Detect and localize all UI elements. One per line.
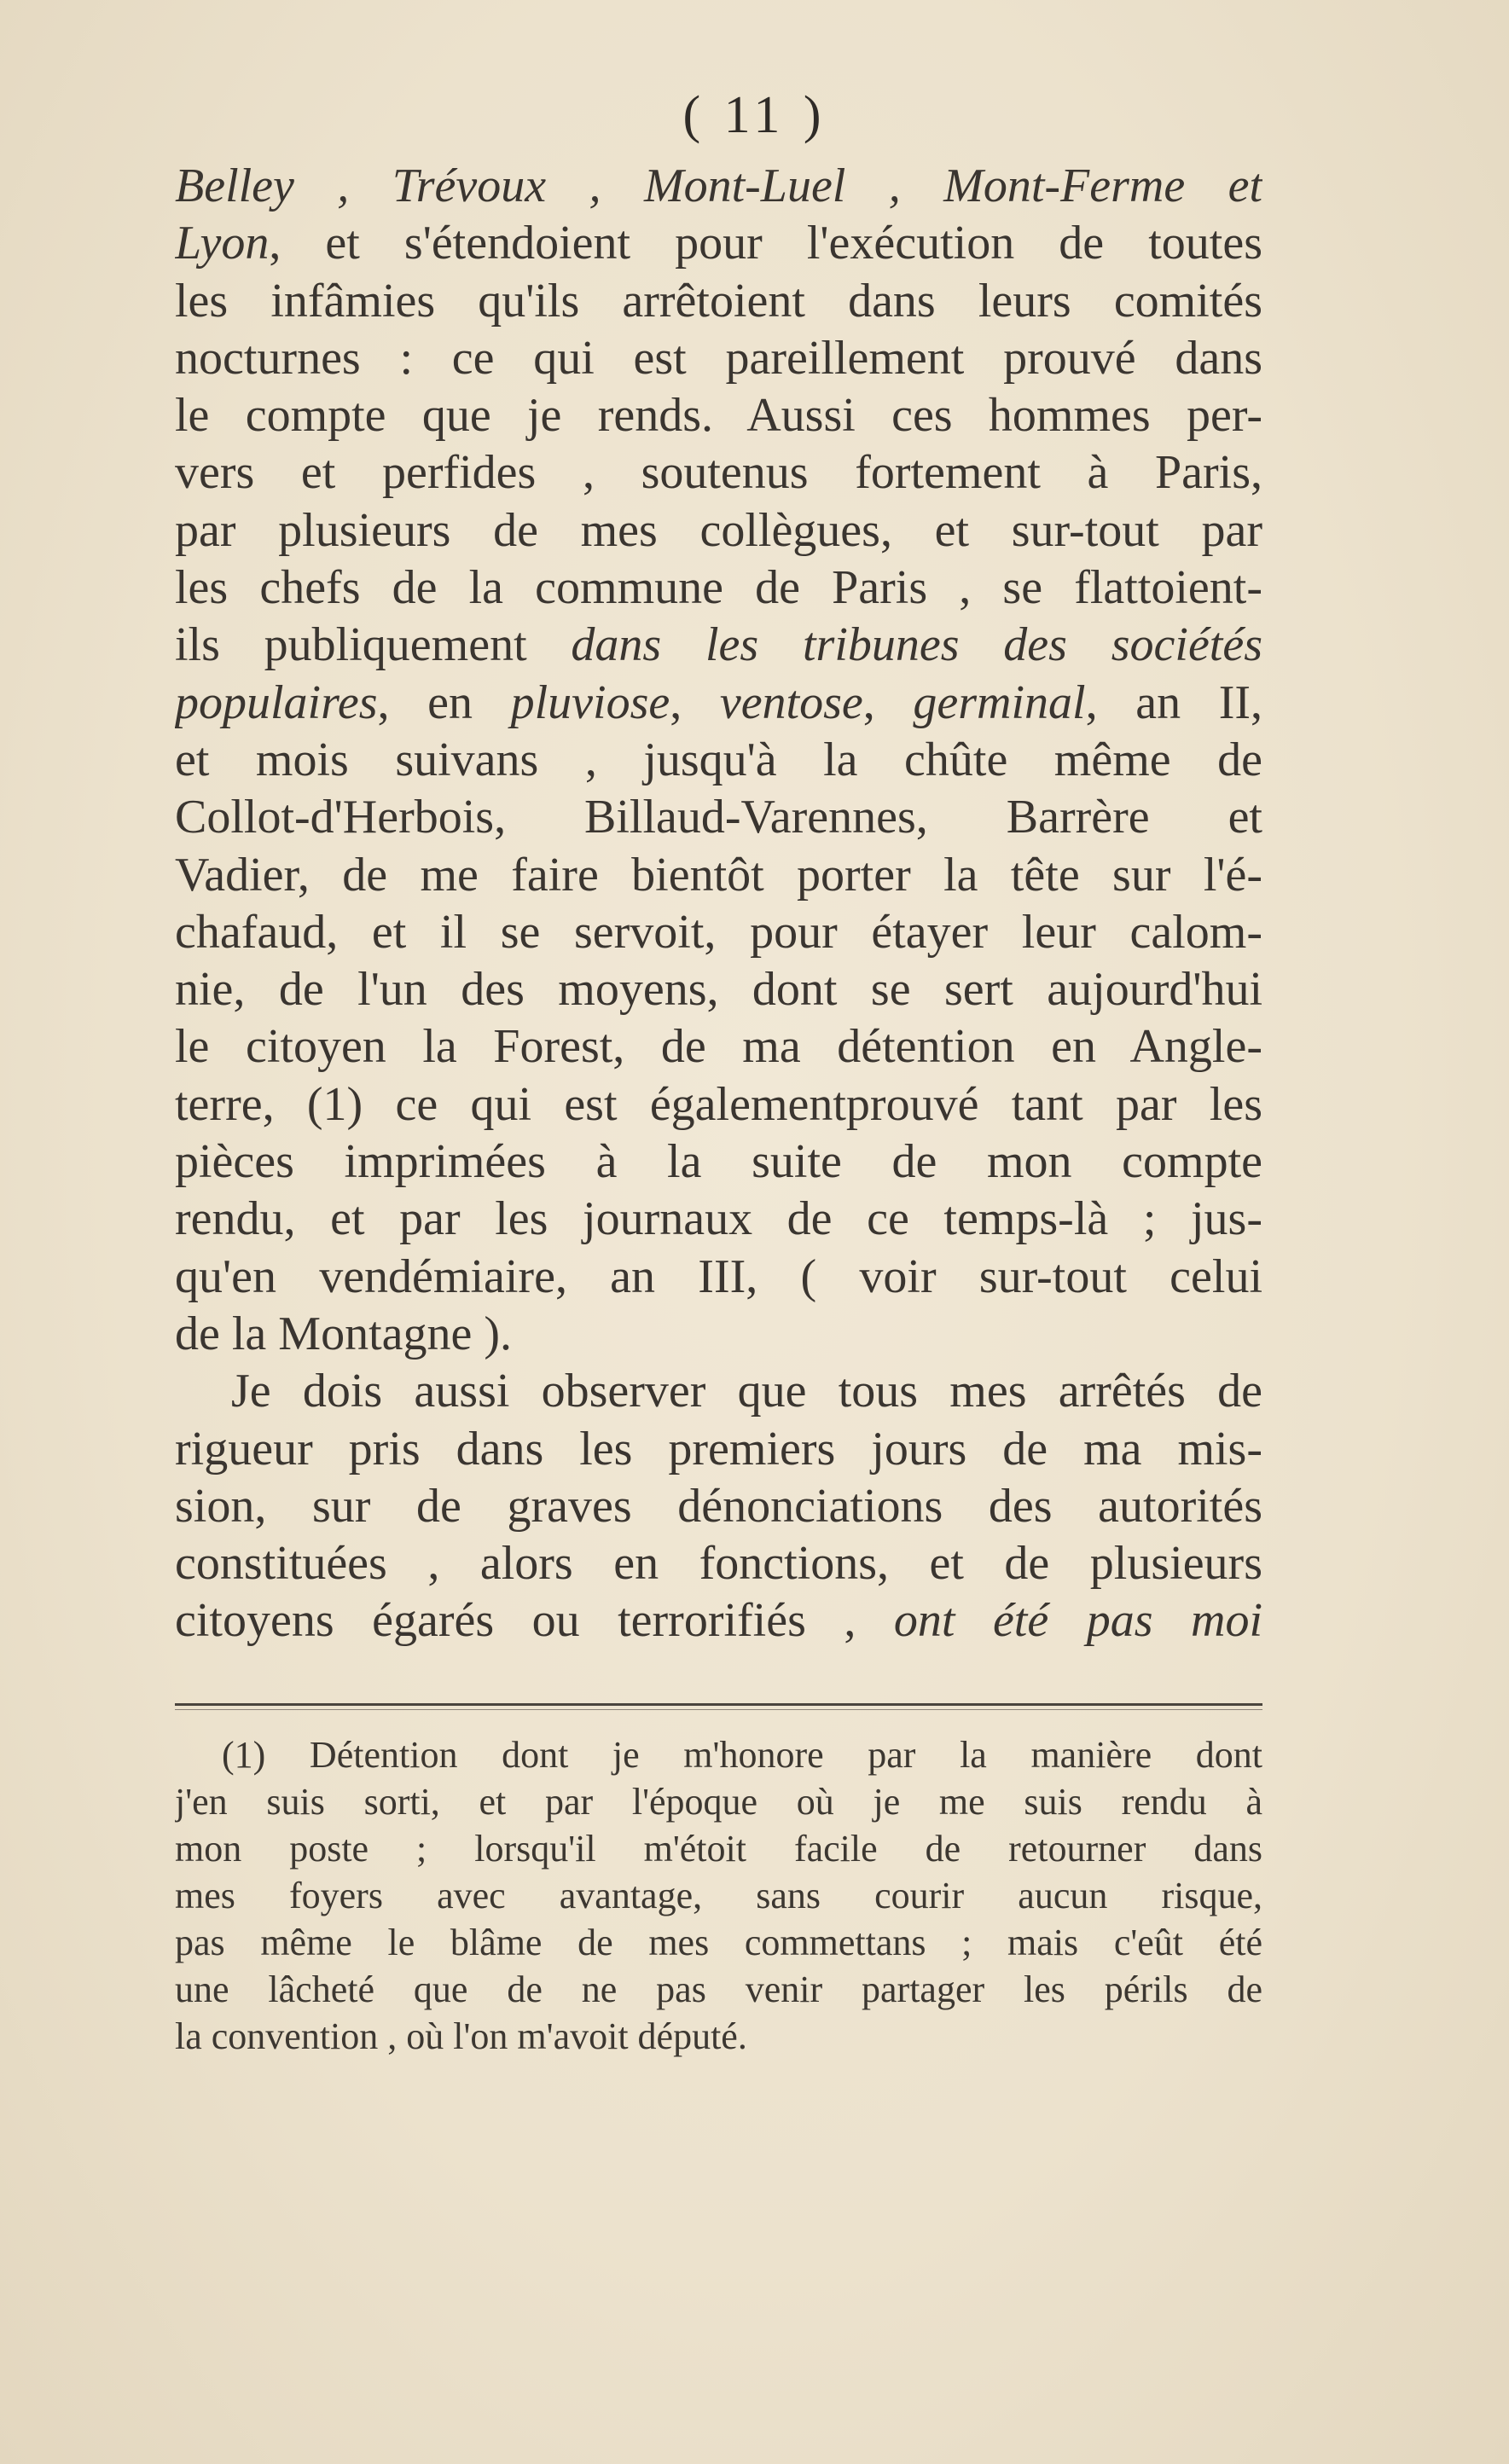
text-segment: qu'en vendémiaire, an III, ( voir sur-tout celui (175, 1249, 1262, 1303)
footnote-line: (1) Détention dont je m'honore par la manière dont (222, 1734, 1262, 1776)
text-line (175, 617, 1262, 674)
text-line (175, 1592, 1262, 1649)
text-line (175, 961, 1262, 1018)
text-line (175, 847, 1262, 904)
text-line (175, 330, 1262, 387)
text-segment: , en (377, 675, 511, 729)
text-segment: les chefs de la commune de Paris , se flattoient- (175, 561, 1262, 615)
italic-segment: pluviose (510, 675, 670, 729)
text-line (175, 1421, 1262, 1478)
text-segment: , et s'étendoient pour l'exécution de toutes (269, 217, 1262, 270)
italic-segment: Belley , Trévoux , Mont-Luel , Mont-Ferme et (175, 159, 1262, 212)
text-line (175, 444, 1262, 501)
text-segment: le compte que je rends. Aussi ces hommes per- (175, 389, 1262, 443)
footnote-line: une lâcheté que de ne pas venir partager les périls de (175, 1968, 1262, 2010)
text-line (175, 1076, 1262, 1133)
text-line (175, 1249, 1262, 1306)
italic-segment: ont été pas moi (893, 1594, 1262, 1648)
text-line (175, 1306, 1262, 1363)
italic-segment: germinal (913, 675, 1086, 729)
text-line (175, 215, 1262, 272)
footnote-line: mon poste ; lorsqu'il m'étoit facile de retourner dans (175, 1828, 1262, 1870)
text-segment: le citoyen la Forest, de ma détention en Angle- (175, 1020, 1262, 1074)
text-segment: , an II, (1085, 675, 1262, 729)
italic-segment: Lyon (175, 217, 270, 270)
footnote-separator-thin (175, 1709, 1262, 1710)
text-segment: , (670, 675, 720, 729)
text-line (175, 158, 1262, 215)
text-line (175, 1191, 1262, 1248)
text-segment: terre, (1) ce qui est égalementprouvé tant par les (175, 1077, 1262, 1131)
text-segment: Vadier, de me faire bientôt porter la tête sur l'é- (175, 848, 1262, 902)
page-number: ( 11 ) (682, 86, 827, 144)
footnote-line: j'en suis sorti, et par l'époque où je me suis rendu à (175, 1781, 1262, 1823)
text-line (175, 1478, 1262, 1535)
text-line (175, 273, 1262, 330)
footnote-line: mes foyers avec avantage, sans courir aucun risque, (175, 1875, 1262, 1916)
text-segment: Collot-d'Herbois, Billaud-Varennes, Barrère et (175, 791, 1262, 844)
text-line (175, 789, 1262, 846)
text-segment: vers et perfides , soutenus fortement à Paris, (175, 446, 1262, 500)
footnote-separator (175, 1703, 1262, 1706)
footnote-line: la convention , où l'on m'avoit député. (175, 2015, 747, 2057)
text-line (175, 732, 1262, 789)
text-line (175, 1535, 1262, 1592)
text-segment: de la Montagne ). (175, 1307, 512, 1360)
text-line (175, 1018, 1262, 1075)
text-line (175, 675, 1262, 732)
footnote-line: pas même le blâme de mes commettans ; mais c'eût été (175, 1922, 1262, 1963)
text-line (175, 387, 1262, 444)
text-segment: sion, sur de graves dénonciations des autorités (175, 1479, 1262, 1533)
text-segment: Je dois aussi observer que tous mes arrêtés de (231, 1365, 1262, 1418)
text-line (175, 559, 1262, 617)
footnote-block (175, 1731, 1262, 2060)
text-segment: constituées , alors en fonctions, et de plusieurs (175, 1537, 1262, 1591)
italic-segment: populaires (175, 675, 378, 729)
text-line (175, 1363, 1262, 1420)
italic-segment: dans les tribunes des sociétés (571, 618, 1262, 672)
text-segment: rigueur pris dans les premiers jours de ma mis- (175, 1422, 1262, 1476)
text-segment: citoyens égarés ou terrorifiés , (175, 1594, 894, 1648)
text-segment: nocturnes : ce qui est pareillement prouvé dans (175, 331, 1262, 385)
main-text-block (175, 158, 1262, 1650)
text-segment: chafaud, et il se servoit, pour étayer leur calom- (175, 905, 1262, 959)
text-line (175, 502, 1262, 559)
text-segment: pièces imprimées à la suite de mon compte (175, 1135, 1262, 1189)
text-segment: les infâmies qu'ils arrêtoient dans leurs comités (175, 274, 1262, 328)
italic-segment: ventose (719, 675, 863, 729)
text-line (175, 1133, 1262, 1191)
text-segment: , (862, 675, 914, 729)
text-line (175, 904, 1262, 961)
text-segment: ils publiquement (175, 618, 572, 672)
text-segment: et mois suivans , jusqu'à la chûte même de (175, 733, 1262, 786)
text-segment: par plusieurs de mes collègues, et sur-tout par (175, 503, 1262, 557)
text-segment: nie, de l'un des moyens, dont se sert aujourd'hui (175, 963, 1262, 1017)
text-segment: rendu, et par les journaux de ce temps-là ; jus- (175, 1192, 1262, 1246)
